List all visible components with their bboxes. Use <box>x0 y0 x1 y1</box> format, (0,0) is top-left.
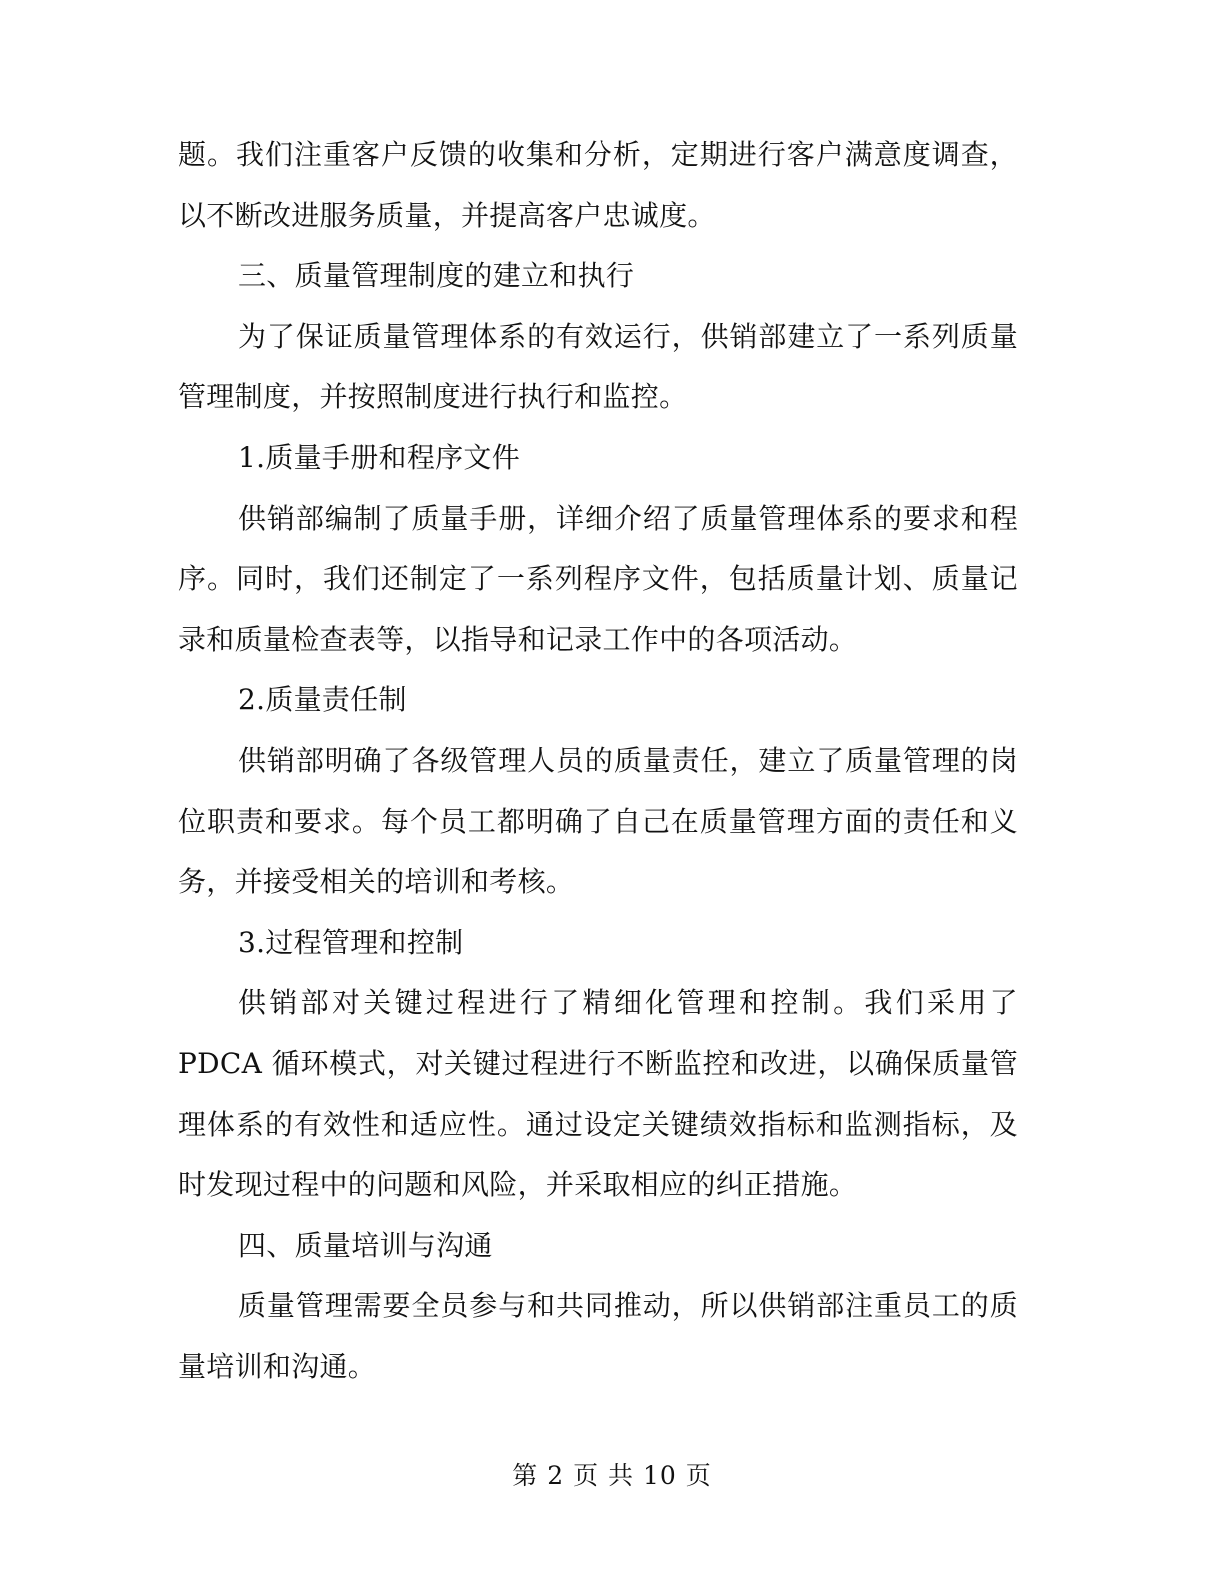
section-heading-4: 四、质量培训与沟通 <box>238 1228 493 1262</box>
page-number-footer: 第 2 页 共 10 页 <box>512 1461 712 1490</box>
paragraph-section-4-intro: 质量管理需要全员参与和共同推动，所以供销部注重员工的质量培训和沟通。 <box>178 1289 1018 1383</box>
paragraph-process-control: 供销部对关键过程进行了精细化管理和控制。我们采用了 PDCA 循环模式，对关键过程进行不断监控和改进，以确保质量管理体系的有效性和适应性。通过设定关键绩效指标和监测指标，及时发现过程中的问题和风险，并采取相应的纠正措施。 <box>178 986 1018 1202</box>
section-heading-3: 三、质量管理制度的建立和执行 <box>238 259 635 293</box>
subheading-responsibility: 2.质量责任制 <box>238 683 407 717</box>
paragraph-quality-manual: 供销部编制了质量手册，详细介绍了质量管理体系的要求和程序。同时，我们还制定了一系列程序文件，包括质量计划、质量记录和质量检查表等，以指导和记录工作中的各项活动。 <box>178 501 1018 656</box>
paragraph-section-3-intro: 为了保证质量管理体系的有效运行，供销部建立了一系列质量管理制度，并按照制度进行执行和监控。 <box>178 319 1018 414</box>
paragraph-continuation: 题。我们注重客户反馈的收集和分析，定期进行客户满意度调查，以不断改进服务质量，并提高客户忠诚度。 <box>178 138 1018 232</box>
document-body <box>178 125 1018 1397</box>
subheading-process-control: 3.过程管理和控制 <box>238 925 464 959</box>
paragraph-responsibility: 供销部明确了各级管理人员的质量责任，建立了质量管理的岗位职责和要求。每个员工都明确了自己在质量管理方面的责任和义务，并接受相关的培训和考核。 <box>178 743 1018 899</box>
subheading-quality-manual: 1.质量手册和程序文件 <box>238 440 521 474</box>
